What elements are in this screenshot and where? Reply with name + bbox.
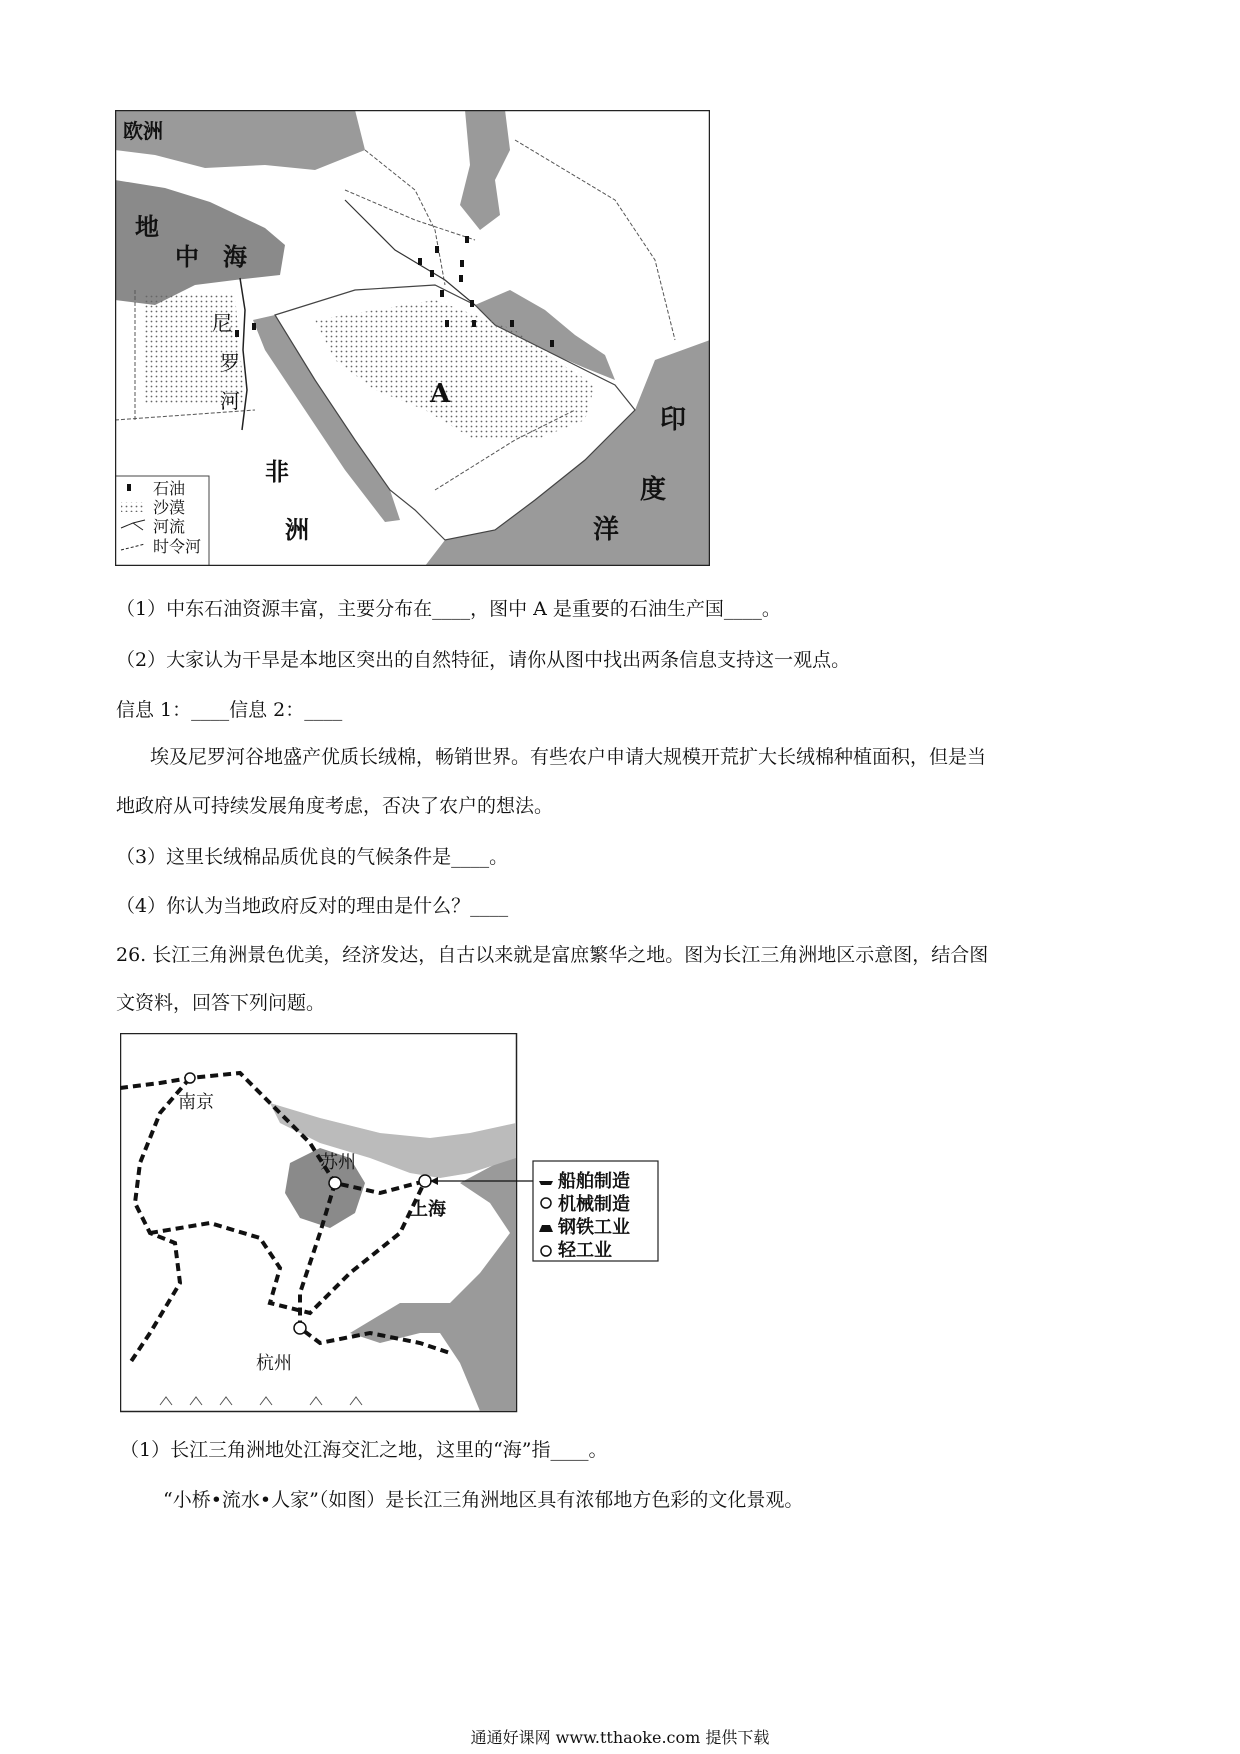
oil-icon (127, 484, 131, 491)
map2-legend (533, 1161, 658, 1261)
label-indian-3: 洋 (593, 515, 620, 545)
middle-east-map (115, 110, 710, 566)
hangzhou-marker (294, 1322, 306, 1334)
label-med-3: 海 (223, 242, 247, 271)
q25-part3: （3）这里长绒棉品质优良的气候条件是____。 (116, 846, 509, 868)
label-indian-1: 印 (660, 405, 687, 435)
label-shanghai: 上海 (410, 1199, 446, 1220)
legend-shipbuilding-label: 船舶制造 (558, 1171, 630, 1192)
label-hangzhou: 杭州 (256, 1353, 292, 1374)
label-nile-3: 河 (220, 389, 240, 413)
q26-stem-line2: 文资料，回答下列问题。 (116, 992, 326, 1014)
map1-legend (115, 476, 209, 566)
yangtze-delta-map (120, 1033, 665, 1413)
legend-desert-label: 沙漠 (153, 498, 186, 517)
nanjing-marker (185, 1073, 195, 1083)
label-nile-1: 尼 (212, 311, 232, 335)
legend-oil-label: 石油 (153, 479, 186, 498)
suzhou-marker (329, 1177, 341, 1189)
shanghai-marker (419, 1175, 431, 1187)
legend-light-industry-label: 轻工业 (558, 1240, 612, 1261)
label-med-2: 中 (175, 242, 199, 271)
q26-part1: （1）长江三角洲地处江海交汇之地，这里的“海”指____。 (120, 1439, 608, 1461)
label-indian-2: 度 (640, 475, 667, 505)
label-med-1: 地 (135, 212, 159, 241)
label-nanjing: 南京 (178, 1092, 214, 1113)
label-africa-1: 非 (265, 457, 289, 486)
label-africa-2: 洲 (285, 515, 309, 544)
label-nile-2: 罗 (220, 351, 240, 375)
desert-pattern-icon (121, 502, 145, 512)
q26-stem-line1: 26. 长江三角洲景色优美，经济发达，自古以来就是富庶繁华之地。图为长江三角洲地区示意图，结合图 (116, 944, 989, 966)
legend-seasonal-river-label: 时令河 (153, 537, 202, 556)
q26-material: “小桥•流水•人家”（如图）是长江三角洲地区具有浓郁地方色彩的文化景观。 (163, 1489, 804, 1511)
q25-material-line2: 地政府从可持续发展角度考虑，否决了农户的想法。 (116, 795, 554, 817)
label-europe: 欧洲 (123, 119, 163, 143)
label-country-a: A (430, 379, 451, 409)
legend-river-label: 河流 (153, 517, 186, 536)
q25-part4: （4）你认为当地政府反对的理由是什么？____ (116, 895, 509, 917)
label-suzhou: 苏州 (320, 1152, 356, 1173)
page-footer: 通通好课网 www.tthaoke.com 提供下载 (470, 1728, 770, 1747)
q25-info-line: 信息 1：____信息 2：____ (116, 699, 343, 721)
legend-machinery-label: 机械制造 (558, 1194, 630, 1215)
shipbuilding-icon (539, 1181, 553, 1185)
q25-part1: （1）中东石油资源丰富，主要分布在____，图中 A 是重要的石油生产国____。 (116, 598, 781, 620)
legend-steel-label: 钢铁工业 (558, 1217, 630, 1238)
q25-part2: （2）大家认为干旱是本地区突出的自然特征，请你从图中找出两条信息支持这一观点。 (116, 649, 851, 671)
q25-material-line1: 埃及尼罗河谷地盛产优质长绒棉，畅销世界。有些农户申请大规模开荒扩大长绒棉种植面积，但是当 (150, 746, 987, 768)
